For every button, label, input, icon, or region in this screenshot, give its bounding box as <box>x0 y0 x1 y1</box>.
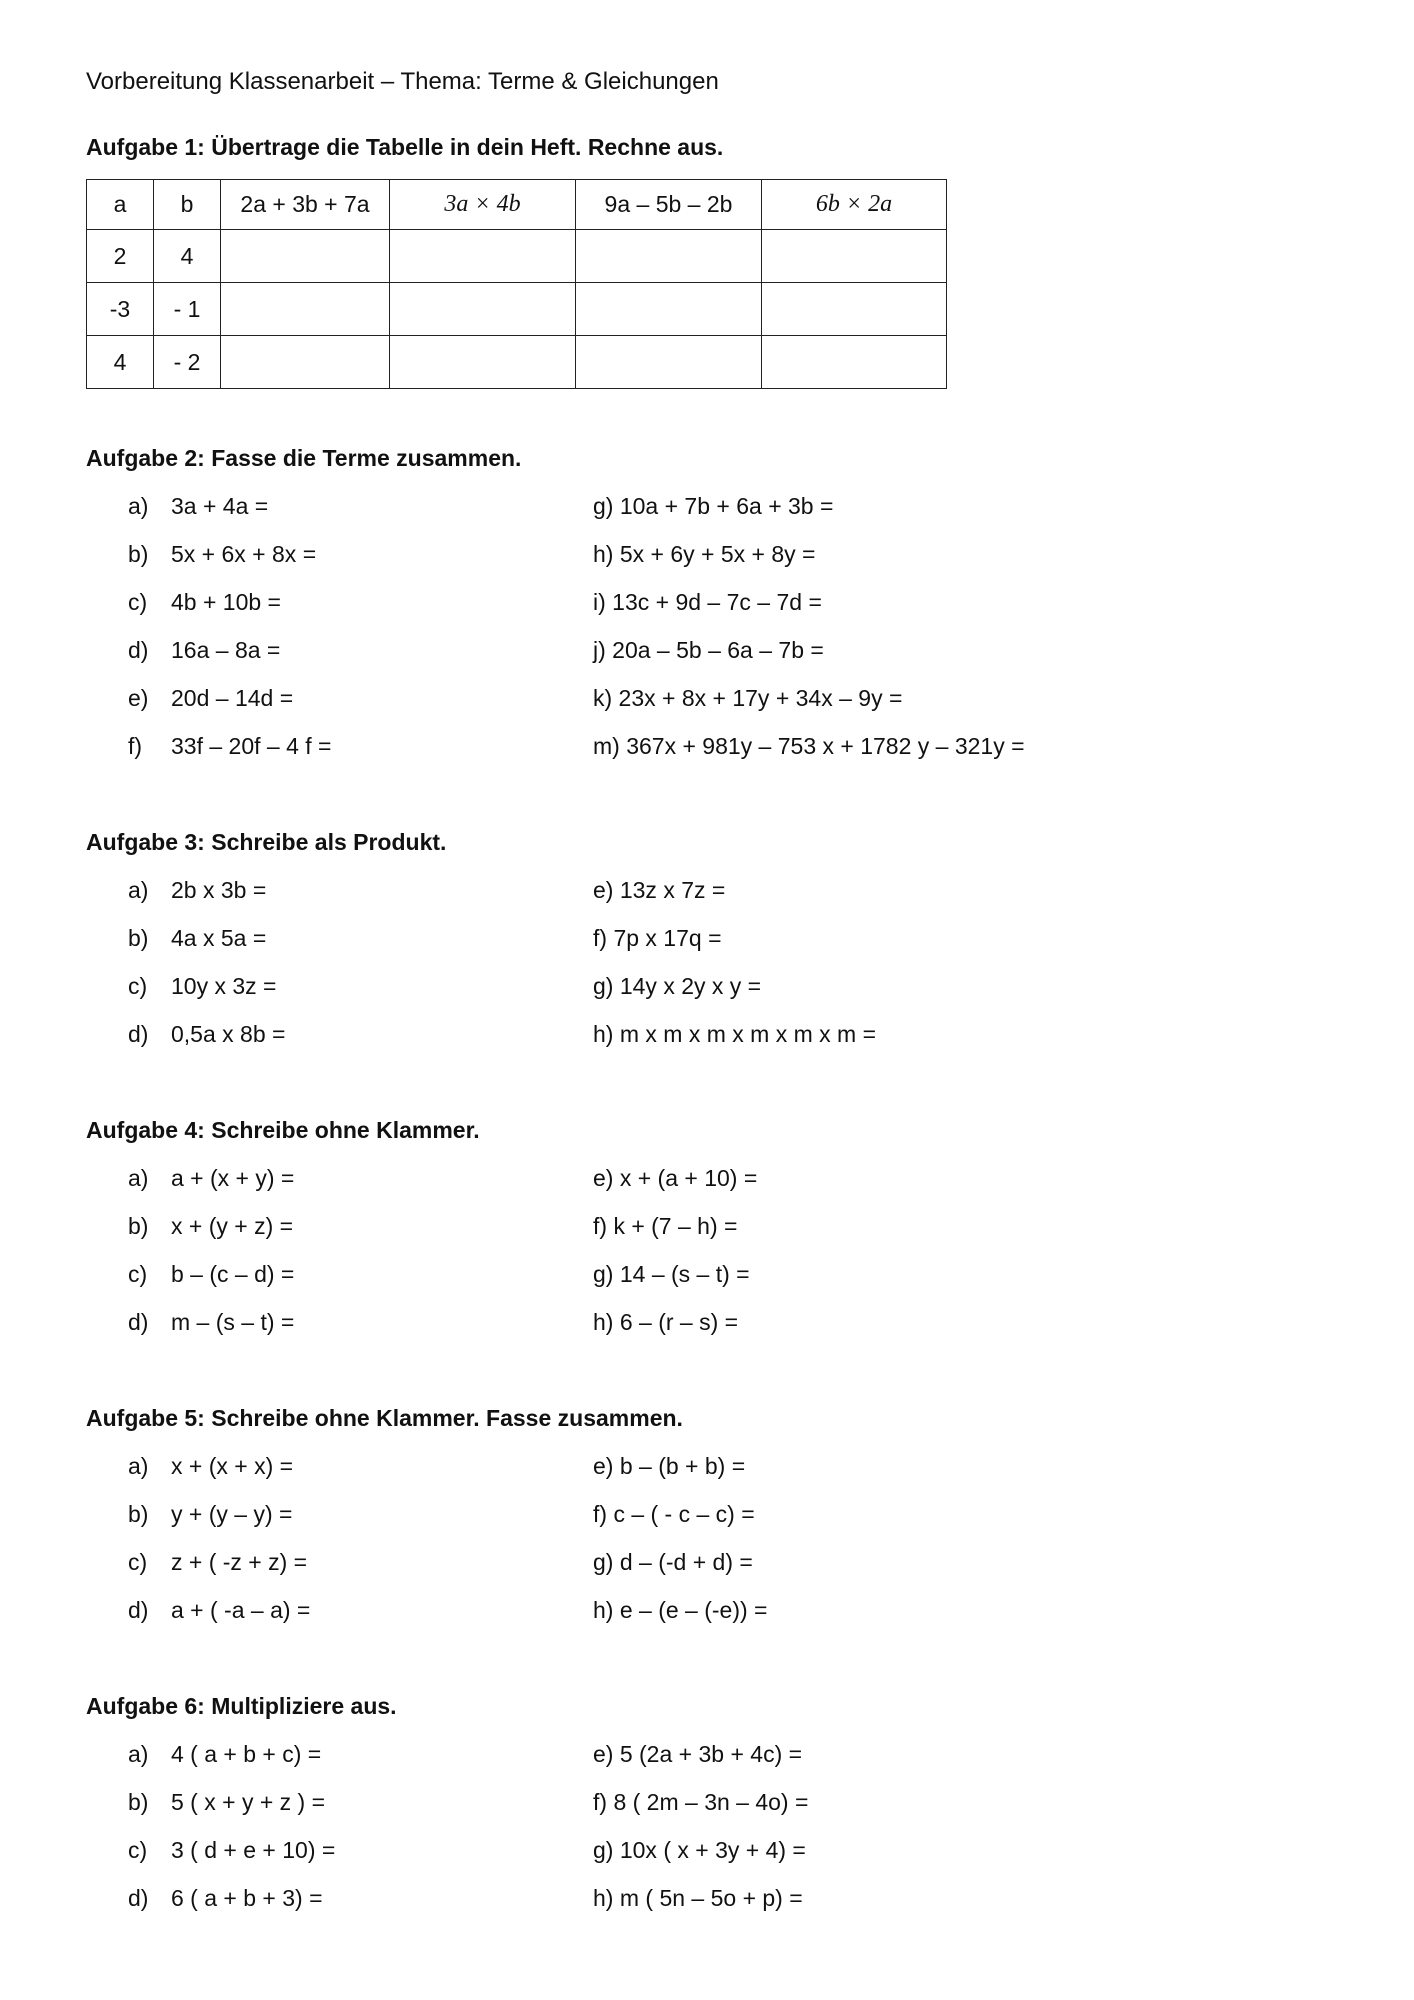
exercise-item <box>128 1021 285 1048</box>
exercise-item <box>128 637 280 664</box>
item-text: a + (x + y) = <box>171 1165 295 1191</box>
exercise-item: f) 8 ( 2m – 3n – 4o) = <box>593 1789 809 1815</box>
exercise-item <box>128 973 276 1000</box>
table-row <box>87 283 947 336</box>
item-text: m – (s – t) = <box>171 1309 295 1335</box>
exercise-item <box>128 541 316 568</box>
table-header-cell: a <box>87 180 154 230</box>
table-cell <box>390 336 576 389</box>
exercise-item: i) 13c + 9d – 7c – 7d = <box>593 589 822 615</box>
table-header-row <box>87 180 947 230</box>
table-cell: - 1 <box>154 283 221 336</box>
item-label: b) <box>128 1213 149 1239</box>
exercise-item: e) 13z x 7z = <box>593 877 726 903</box>
table-cell: -3 <box>87 283 154 336</box>
table-cell <box>390 283 576 336</box>
table-header-cell: 2a + 3b + 7a <box>221 180 390 230</box>
item-text: 4 ( a + b + c) = <box>171 1741 322 1767</box>
table-header-cell: 9a – 5b – 2b <box>576 180 762 230</box>
exercise-item <box>128 1549 307 1576</box>
task6-heading: Aufgabe 6: Multipliziere aus. <box>86 1693 397 1719</box>
exercise-item <box>128 1597 310 1624</box>
exercise-item: e) b – (b + b) = <box>593 1453 746 1479</box>
exercise-item <box>128 1165 294 1192</box>
exercise-item <box>128 493 268 520</box>
exercise-item: f) c – ( - c – c) = <box>593 1501 755 1527</box>
item-text: x + (y + z) = <box>171 1213 294 1239</box>
table-cell <box>576 336 762 389</box>
item-label: c) <box>128 589 148 615</box>
item-text: 3 ( d + e + 10) = <box>171 1837 336 1863</box>
item-label: e) <box>128 685 149 711</box>
item-text: 6 ( a + b + 3) = <box>171 1885 323 1911</box>
table-cell <box>221 283 390 336</box>
exercise-item: k) 23x + 8x + 17y + 34x – 9y = <box>593 685 903 711</box>
exercise-item <box>128 1309 294 1336</box>
exercise-item <box>128 877 266 904</box>
exercise-item <box>128 1885 323 1912</box>
exercise-item <box>128 589 281 616</box>
item-label: c) <box>128 1549 148 1575</box>
table-cell: 2 <box>87 230 154 283</box>
table-cell: - 2 <box>154 336 221 389</box>
item-text: z + ( -z + z) = <box>171 1549 308 1575</box>
item-text: x + (x + x) = <box>171 1453 294 1479</box>
exercise-item: g) 10x ( x + 3y + 4) = <box>593 1837 806 1863</box>
table-cell: 4 <box>154 230 221 283</box>
exercise-item <box>128 1741 321 1768</box>
exercise-item <box>128 1453 293 1480</box>
item-text: a + ( -a – a) = <box>171 1597 311 1623</box>
item-text: 10y x 3z = <box>171 973 277 999</box>
exercise-item: e) x + (a + 10) = <box>593 1165 758 1191</box>
item-text: 5x + 6x + 8x = <box>171 541 317 567</box>
item-text: b – (c – d) = <box>171 1261 295 1287</box>
item-label: b) <box>128 541 149 567</box>
table-cell <box>762 283 947 336</box>
item-label: a) <box>128 493 149 519</box>
table-cell <box>762 336 947 389</box>
table-header-cell: 3a × 4b <box>390 180 576 230</box>
task2-heading: Aufgabe 2: Fasse die Terme zusammen. <box>86 445 522 471</box>
exercise-item <box>128 1789 325 1816</box>
item-label: f) <box>128 733 143 759</box>
exercise-item <box>128 1837 335 1864</box>
exercise-item: h) m ( 5n – 5o + p) = <box>593 1885 803 1911</box>
item-label: b) <box>128 1789 149 1815</box>
exercise-item: e) 5 (2a + 3b + 4c) = <box>593 1741 803 1767</box>
task3-heading: Aufgabe 3: Schreibe als Produkt. <box>86 829 447 855</box>
item-label: a) <box>128 877 149 903</box>
exercise-item: f) 7p x 17q = <box>593 925 722 951</box>
item-label: b) <box>128 925 149 951</box>
item-text: 33f – 20f – 4 f = <box>171 733 332 759</box>
item-label: b) <box>128 1501 149 1527</box>
item-label: c) <box>128 1261 148 1287</box>
exercise-item: h) 5x + 6y + 5x + 8y = <box>593 541 816 567</box>
exercise-item: g) 14y x 2y x y = <box>593 973 762 999</box>
exercise-item: h) e – (e – (-e)) = <box>593 1597 768 1623</box>
item-text: 5 ( x + y + z ) = <box>171 1789 326 1815</box>
item-label: a) <box>128 1741 149 1767</box>
item-text: y + (y – y) = <box>171 1501 293 1527</box>
exercise-item <box>128 1501 292 1528</box>
item-label: d) <box>128 1021 149 1047</box>
exercise-item <box>128 733 331 760</box>
item-label: d) <box>128 1885 149 1911</box>
item-text: 16a – 8a = <box>171 637 281 663</box>
table-cell: 4 <box>87 336 154 389</box>
exercise-item: h) 6 – (r – s) = <box>593 1309 739 1335</box>
item-text: 20d – 14d = <box>171 685 294 711</box>
item-label: d) <box>128 1597 149 1623</box>
table-cell <box>221 230 390 283</box>
calculation-table <box>86 179 947 389</box>
page-title: Vorbereitung Klassenarbeit – Thema: Terme & Gleichungen <box>86 68 719 95</box>
exercise-item: g) 14 – (s – t) = <box>593 1261 750 1287</box>
exercise-item <box>128 925 266 952</box>
task5-heading: Aufgabe 5: Schreibe ohne Klammer. Fasse zusammen. <box>86 1405 683 1431</box>
table-cell <box>221 336 390 389</box>
item-text: 2b x 3b = <box>171 877 267 903</box>
exercise-item: f) k + (7 – h) = <box>593 1213 738 1239</box>
table-row <box>87 230 947 283</box>
item-text: 4b + 10b = <box>171 589 281 615</box>
table-row <box>87 336 947 389</box>
item-text: 3a + 4a = <box>171 493 269 519</box>
item-label: a) <box>128 1165 149 1191</box>
exercise-item: h) m x m x m x m x m x m = <box>593 1021 877 1047</box>
item-text: 0,5a x 8b = <box>171 1021 286 1047</box>
table-cell <box>576 230 762 283</box>
item-label: c) <box>128 1837 148 1863</box>
table-cell <box>390 230 576 283</box>
exercise-item <box>128 1213 293 1240</box>
exercise-item: j) 20a – 5b – 6a – 7b = <box>593 637 824 663</box>
exercise-item <box>128 1261 294 1288</box>
table-cell <box>576 283 762 336</box>
item-label: a) <box>128 1453 149 1479</box>
task1-heading: Aufgabe 1: Übertrage die Tabelle in dein Heft. Rechne aus. <box>86 134 724 160</box>
task4-heading: Aufgabe 4: Schreibe ohne Klammer. <box>86 1117 480 1143</box>
exercise-item: m) 367x + 981y – 753 x + 1782 y – 321y = <box>593 733 1025 759</box>
item-text: 4a x 5a = <box>171 925 267 951</box>
exercise-item: g) d – (-d + d) = <box>593 1549 753 1575</box>
exercise-item: g) 10a + 7b + 6a + 3b = <box>593 493 834 519</box>
item-label: d) <box>128 1309 149 1335</box>
exercise-item <box>128 685 293 712</box>
table-cell <box>762 230 947 283</box>
item-label: c) <box>128 973 148 999</box>
table-header-cell: b <box>154 180 221 230</box>
item-label: d) <box>128 637 149 663</box>
table-header-cell: 6b × 2a <box>762 180 947 230</box>
